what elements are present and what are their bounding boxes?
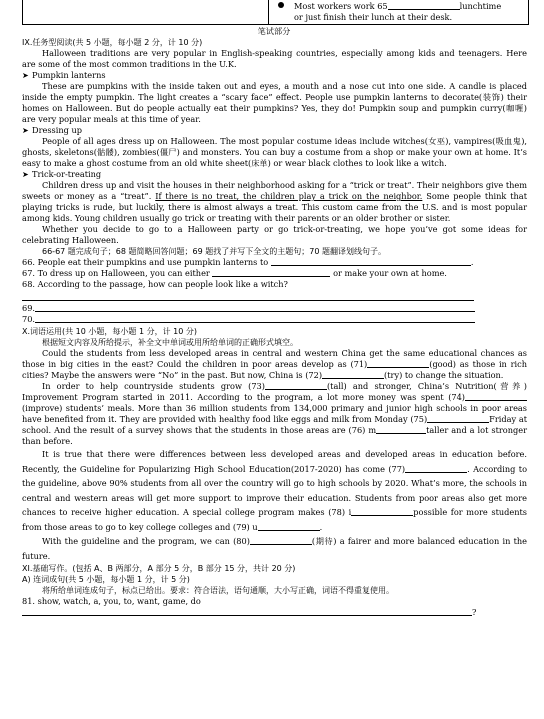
- section9-title: IX.任务型阅读(共 5 小题，每小题 2 分，计 10 分): [22, 38, 203, 47]
- top-answer-table: [22, 0, 529, 25]
- arrow-icon: ➤: [22, 70, 29, 80]
- answer-line-81[interactable]: [22, 607, 472, 616]
- section10-title: X.词语运用(共 10 小题，每小题 1 分，计 10 分): [22, 327, 197, 336]
- table-right-cell: [278, 1, 526, 23]
- answer-blank-80[interactable]: [250, 536, 312, 545]
- subheading-dressing: ➤ Dressing up: [22, 125, 82, 135]
- paragraph-dressing: People of all ages dress up on Halloween. The most popular costume ideas include witches(女巫), vampires(吸血鬼), ghosts, skeletons(骷髅), zombies(僵尸) and monsters. You can buy a costume from a shop or make your own at home. It’s easy to make a ghost costume from an old white sheet(床单) or wear black clothes to look like a witch.: [22, 136, 527, 168]
- answer-blank-74[interactable]: [465, 392, 527, 401]
- exam-document: [22, 0, 527, 618]
- answer-blank-79[interactable]: [258, 522, 320, 531]
- section9-intro: Halloween traditions are very popular in English-speaking countries, especially among kids and teenagers. Here are some of the most common traditions in the U.K.: [22, 48, 527, 69]
- answer-blank-69[interactable]: [35, 303, 475, 312]
- table-text-1-end: lunchtime: [459, 1, 502, 11]
- question-69: 69.: [22, 303, 527, 314]
- answer-blank-75[interactable]: [427, 414, 489, 423]
- answer-line-81-row: ?: [22, 607, 527, 618]
- bullet-icon: [278, 2, 284, 8]
- answer-blank-76[interactable]: [376, 425, 426, 434]
- answer-blank-77[interactable]: [405, 464, 467, 473]
- answer-blank-70[interactable]: [35, 314, 475, 323]
- question-67: 67. To dress up on Halloween, you can either or make your own at home.: [22, 268, 447, 278]
- section9-instructions: 66-67 题完成句子；68 题简略回答问题；69 题找了并写下全文的主题句；70 题翻译划线句子。: [42, 247, 386, 256]
- subheading-pumpkin: ➤ Pumpkin lanterns: [22, 70, 106, 80]
- section10-paragraph-1: Could the students from less developed areas in central and western China get the same educational chances as those in big cities in the east? Could the children in poor areas develop as (71) (good) as those in rich cities? Maybe the answers were “No” in the past. But now, China is (72) (try) to change the situation.: [22, 348, 527, 380]
- paragraph-pumpkin: These are pumpkins with the inside taken out and eyes, a mouth and a nose cut into one side. A candle is placed inside the empty pumpkin. The light creates a “scary face” effect. People use pumpkin lanterns to decorate(装饰) their homes on Halloween. But do people actually eat their pumpkins? Yes, they do! Pumpkin soup and pumpkin curry(咖喱) are very popular meals at this time of year.: [22, 81, 527, 124]
- answer-blank-73[interactable]: [265, 381, 327, 390]
- answer-blank-72[interactable]: [322, 370, 384, 379]
- answer-blank-66[interactable]: [271, 257, 471, 266]
- section10-paragraph-2: In order to help countryside students grow (73) (tall) and stronger, China’s Nutrition(营养) Improvement Program started in 2011. According to the program, a lot more money was spent (74)(improve) students’ meals. More than 36 million students from 134,000 primary and junior high schools in poor areas have benefited from it. They are provided with healthy food like eggs and milk from Monday (75) Friday at school. And the result of a survey shows that the students in those areas are (76) m taller and a lot stronger than before.: [22, 381, 527, 446]
- table-text-1: Most workers work 65: [294, 1, 388, 11]
- section10-paragraph-3: It is true that there were differences between less developed areas and developed areas in education before. Recently, the Guideline for Popularizing High School Education(2017-2020) has come (77) . According to the guideline, above 90% students from all over the country will go to high schools by 2020. What’s more, the schools in central and western areas will get more support to improve their education. Students from poor areas also get more chances to receive higher education. A special college program makes (78) i possible for more students from those areas to go to key college colleges and (79) u .: [22, 449, 528, 532]
- paragraph-conclusion: Whether you decide to go to a Halloween party or go trick-or-treating, we hope you’ve got some ideas for celebrating Halloween.: [22, 224, 527, 245]
- paragraph-trick: Children dress up and visit the houses in their neighborhood asking for a “trick or treat”. Their neighbors give them sweets or money as a “treat”. If there is no treat, the children play a trick on the neighbor. Some people think that playing tricks is rude, but luckily, there is almost always a treat. This custom came from the U.S. and is most popular among kids. Young children usually go trick or treating with their parents or an older brother or sister.: [22, 180, 527, 223]
- question-66: 66. People eat their pumpkins and use pumpkin lanterns to .: [22, 257, 474, 267]
- section11-part-a-title: A) 连词成句(共 5 小题，每小题 1 分，计 5 分): [22, 575, 190, 584]
- arrow-icon: ➤: [22, 169, 29, 179]
- answer-blank-78[interactable]: [351, 507, 413, 516]
- answer-blank[interactable]: [388, 1, 460, 10]
- table-left-cell: [23, 0, 269, 24]
- table-text-2: or just finish their lunch at their desk.: [294, 12, 453, 22]
- subheading-trick: ➤ Trick-or-treating: [22, 169, 102, 179]
- answer-blank-67[interactable]: [212, 268, 330, 277]
- section10-instructions: 根据短文内容及所给提示，补全文中单词或用所给单词的正确形式填空。: [42, 338, 298, 347]
- section10-paragraph-4: With the guideline and the program, we can (80) (期待) a fairer and more balanced education in the future.: [22, 536, 527, 561]
- arrow-icon: ➤: [22, 125, 29, 135]
- question-70: 70.: [22, 314, 527, 325]
- question-68: 68. According to the passage, how can people look like a witch?: [22, 279, 288, 289]
- question-81: 81. show, watch, a, you, to, want, game, do: [22, 596, 201, 606]
- answer-blank-71[interactable]: [367, 359, 429, 368]
- section11-title: XI.基础写作。(包括 A、B 两部分，A 部分 5 分，B 部分 15 分，共计 20 分): [22, 564, 296, 573]
- underlined-sentence: If there is no treat, the children play a trick on the neighbor.: [155, 191, 423, 201]
- answer-line-68[interactable]: [22, 290, 474, 301]
- section11-instructions: 将所给单词连成句子，标点已给出。要求：符合语法，语句通顺，大小写正确，词语不得重复使用。: [42, 586, 394, 595]
- written-part-heading: 笔试部分: [257, 26, 291, 36]
